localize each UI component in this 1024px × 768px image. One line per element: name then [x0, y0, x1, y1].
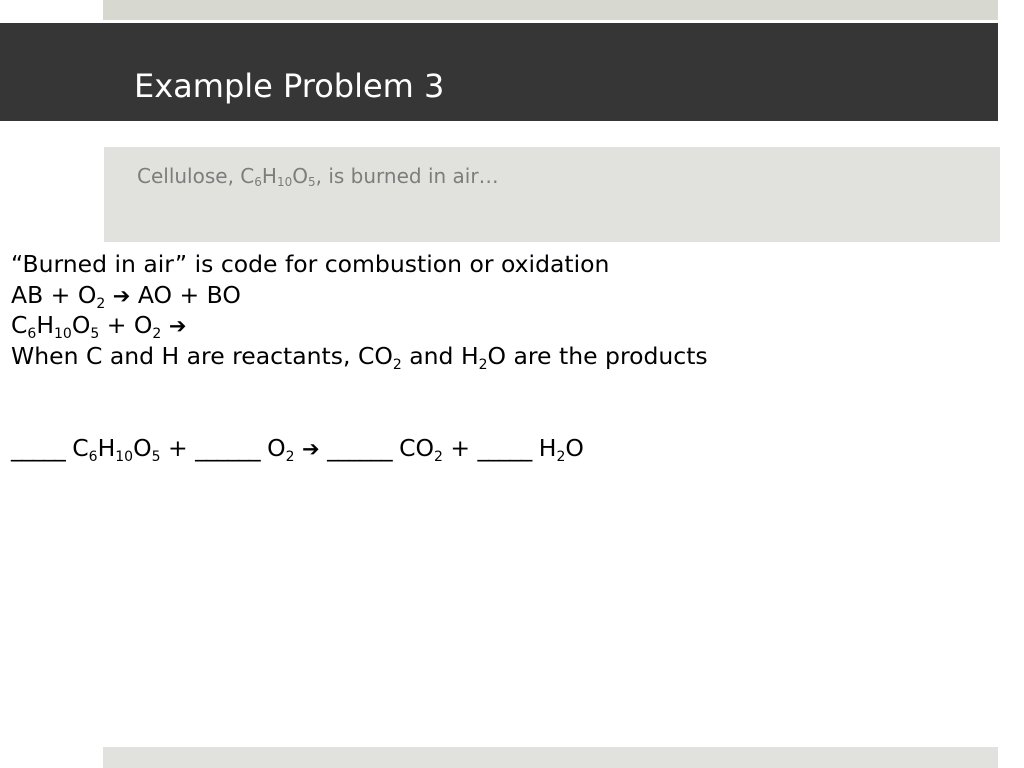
text-run: O are the products [487, 341, 708, 370]
body-line-products [11, 341, 708, 372]
bottom-decorative-band [103, 747, 998, 768]
text-run: C [11, 311, 28, 339]
text-run: O [71, 311, 91, 339]
text-run: When C and H are reactants, CO [11, 341, 393, 370]
subscript: 10 [115, 449, 134, 465]
text-run: + O [99, 311, 153, 339]
subscript: 2 [556, 449, 566, 465]
subscript: 2 [433, 449, 443, 465]
subtitle-text: O [292, 164, 308, 188]
blank-coefficient: ______ [327, 434, 392, 462]
subscript: 10 [276, 175, 293, 189]
subtitle-text: , is burned in air… [315, 164, 499, 188]
subscript: 5 [90, 326, 100, 342]
blank-coefficient: _____ [11, 434, 65, 462]
arrow-icon: ➔ [168, 314, 187, 338]
text-run: O [259, 434, 286, 462]
subtitle-box [104, 147, 1000, 242]
text-run: and H [401, 341, 479, 370]
arrow-icon: ➔ [302, 437, 320, 461]
balancing-equation [11, 433, 584, 464]
text-run: AO + BO [130, 280, 241, 309]
subscript: 10 [54, 326, 72, 342]
blank-coefficient: _____ [477, 434, 532, 462]
body-line-cellulose-reaction [11, 310, 708, 341]
subscript: 2 [478, 356, 488, 373]
slide-title: Example Problem 3 [134, 67, 445, 105]
slide-body [11, 249, 708, 371]
arrow-icon: ➔ [112, 283, 131, 308]
subscript: 2 [392, 356, 402, 373]
top-decorative-band [103, 0, 998, 20]
text-run: O [565, 434, 584, 462]
subscript: 5 [307, 175, 316, 189]
text-run: + [442, 434, 478, 462]
subtitle-text: Cellulose, C [137, 164, 255, 188]
text-run: + [160, 434, 196, 462]
text-run: O [133, 434, 152, 462]
slide-subtitle [137, 163, 499, 189]
body-line-general-reaction [11, 280, 708, 311]
text-run: CO [391, 434, 434, 462]
text-run: AB + O [11, 280, 97, 309]
subtitle-text: H [261, 164, 277, 188]
text-run: C [64, 434, 89, 462]
subscript: 5 [151, 449, 161, 465]
text-run: H [531, 434, 557, 462]
blank-coefficient: ______ [195, 434, 260, 462]
subscript: 2 [96, 295, 106, 312]
body-line-combustion: “Burned in air” is code for combustion or oxidation [11, 250, 610, 278]
text-run: H [36, 311, 55, 339]
text-run: H [97, 434, 116, 462]
subscript: 6 [27, 326, 37, 342]
subscript: 6 [254, 175, 262, 189]
subscript: 6 [88, 449, 98, 465]
subscript: 2 [285, 449, 295, 465]
subscript: 2 [152, 326, 162, 342]
